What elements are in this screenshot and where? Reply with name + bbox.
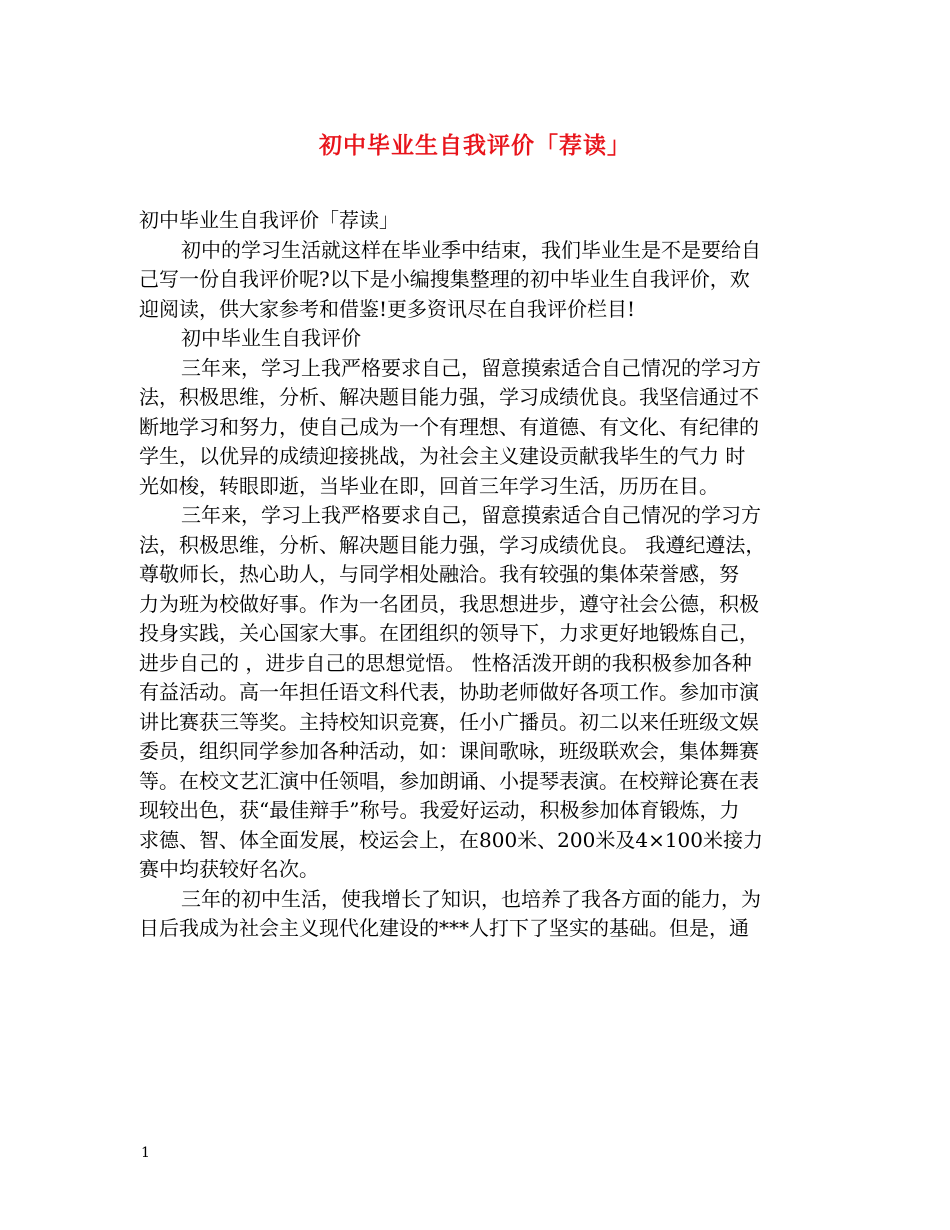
text-line: 初中的学习生活就这样在毕业季中结束，我们毕业生是不是要给自 (181, 237, 761, 262)
text-line: 三年来，学习上我严格要求自己，留意摸索适合自己情况的学习方 (181, 355, 761, 380)
text-line: 求德、智、体全面发展，校运会上，在800米、200米及4×100米接力 (139, 827, 764, 852)
text-line: 光如梭，转眼即逝，当毕业在即，回首三年学习生活，历历在目。 (139, 473, 719, 498)
text-line: 三年的初中生活，使我增长了知识，也培养了我各方面的能力，为 (181, 886, 761, 911)
text-line: 进步自己的 ，进步自己的思想觉悟。 性格活泼开朗的我积极参加各种 (139, 650, 752, 675)
text-line: 委员，组织同学参加各种活动，如：课间歌咏，班级联欢会，集体舞赛 (139, 739, 759, 763)
text-line: 三年来，学习上我严格要求自己，留意摸索适合自己情况的学习方 (181, 503, 761, 527)
text-line: 日后我成为社会主义现代化建设的***人打下了坚实的基础。但是，通 (139, 916, 749, 940)
text-line: 等。在校文艺汇演中任领唱，参加朗诵、小提琴表演。在校辩论赛在表 (139, 768, 759, 793)
text-line: 现较出色，获“最佳辩手”称号。我爱好运动，积极参加体育锻炼，力 (139, 798, 740, 822)
text-line: 法，积极思维，分析、解决题目能力强，学习成绩优良。我坚信通过不 (139, 385, 759, 409)
text-line: 力为班为校做好事。作为一名团员，我思想进步，遵守社会公德，积极 (139, 591, 759, 616)
document-body (139, 206, 823, 944)
text-line: 己写一份自我评价呢?以下是小编搜集整理的初中毕业生自我评价，欢 (139, 267, 750, 291)
text-line: 初中毕业生自我评价 (181, 326, 361, 350)
text-line: 有益活动。高一年担任语文科代表，协助老师做好各项工作。参加市演 (139, 680, 759, 704)
text-line: 尊敬师长，热心助人，与同学相处融洽。我有较强的集体荣誉感，努 (139, 562, 739, 586)
text-line: 迎阅读，供大家参考和借鉴!更多资讯尽在自我评价栏目! (139, 296, 636, 321)
document-title: 初中毕业生自我评价「荐读」 (319, 132, 631, 159)
text-line: 讲比赛获三等奖。主持校知识竞赛，任小广播员。初二以来任班级文娱 (139, 709, 759, 734)
text-line: 法，积极思维，分析、解决题目能力强，学习成绩优良。 我遵纪遵法， (139, 532, 766, 557)
text-line: 断地学习和努力，使自己成为一个有理想、有道德、有文化、有纪律的 (139, 414, 759, 439)
text-line: 学生，以优异的成绩迎接挑战，为社会主义建设贡献我毕生的气力 时 (139, 444, 746, 468)
text-line: 投身实践，关心国家大事。在团组织的领导下，力求更好地锻炼自己， (139, 621, 759, 645)
text-line: 初中毕业生自我评价「荐读」 (139, 208, 399, 232)
text-line: 赛中均获较好名次。 (139, 857, 319, 881)
page-number: 1 (141, 1145, 150, 1161)
